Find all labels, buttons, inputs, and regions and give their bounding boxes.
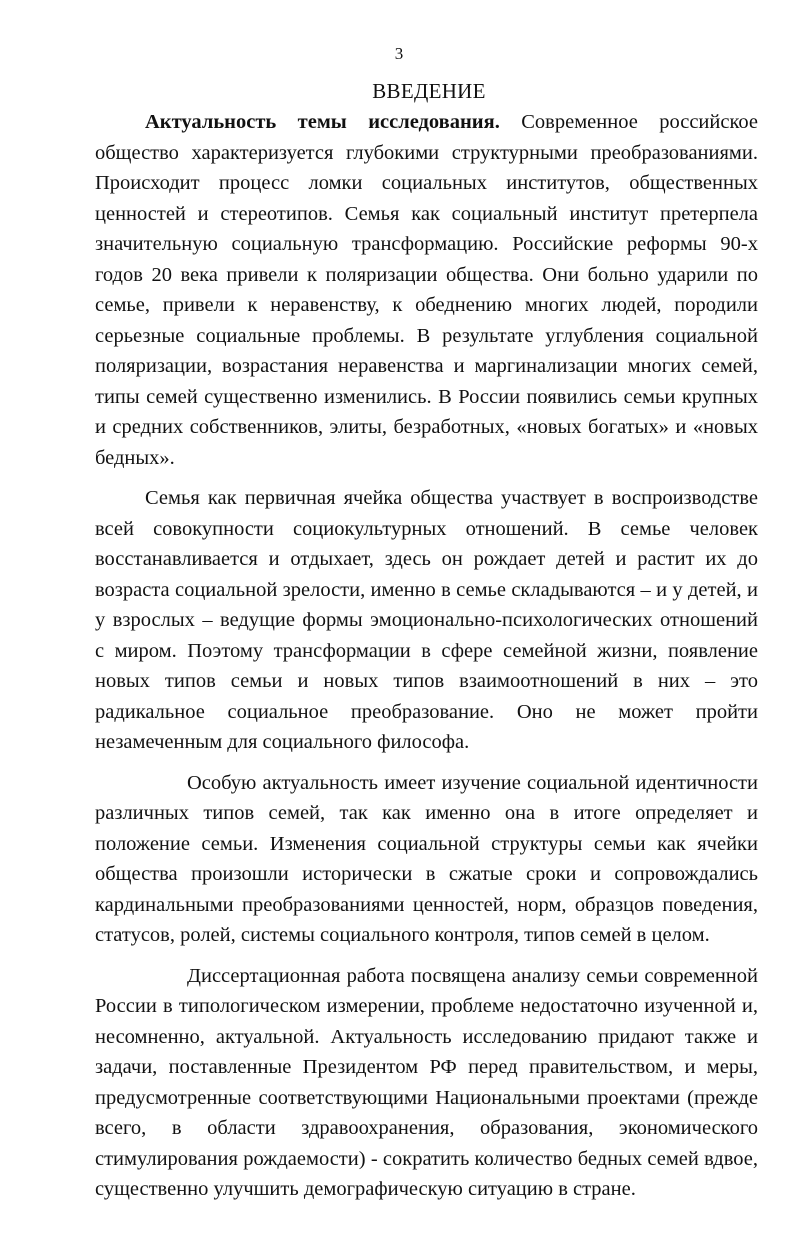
section-title: ВВЕДЕНИЕ — [372, 79, 486, 103]
paragraph-lead: Актуальность темы исследования. — [145, 111, 500, 133]
paragraph-family-cell — [95, 483, 758, 758]
paragraph-relevance — [95, 107, 758, 473]
paragraph-text: Диссертационная работа посвящена анализу семьи современной России в типологическом измерении, проблеме недостаточно изученной и, несомненно, актуальной. Актуальность исследованию придают также и задачи, поставленные Президентом РФ перед правительством, и меры, предусмотренные соответствующими Национальными проектами (прежде всего, в области здравоохранения, образования, экономического стимулирования рождаемости) - сократить количество бедных семей вдвое, существенно улучшить демографическую ситуацию в стране. — [95, 964, 758, 1200]
paragraph-text: Семья как первичная ячейка общества участвует в воспроизводстве всей совокупности социокультурных отношений. В семье человек восстанавливается и отдыхает, здесь он рождает детей и растит их до возраста социальной зрелости, именно в семье складываются – и у детей, и у взрослых – ведущие формы эмоционально-психологических отношений с миром. Поэтому трансформации в сфере семейной жизни, появление новых типов семьи и новых типов взаимоотношений в них – это радикальное социальное преобразование. Оно не может пройти незамеченным для социального философа. — [95, 487, 758, 753]
page-number: 3 — [394, 44, 404, 63]
paragraph-text: Особую актуальность имеет изучение социальной идентичности различных типов семей, так как именно она в итоге определяет и положение семьи. Изменения социальной структуры семьи как ячейки общества произошли исторически в сжатые сроки и сопровождались кардинальными преобразованиями ценностей, норм, образцов поведения, статусов, ролей, системы социального контроля, типов семей в целом. — [95, 771, 758, 946]
document-body — [95, 107, 758, 1205]
paragraph-identity — [95, 768, 758, 951]
paragraph-dissertation — [95, 961, 758, 1205]
paragraph-text: Современное российское общество характеризуется глубокими структурными преобразованиями. Происходит процесс ломки социальных институтов, общественных ценностей и стереотипов. Семья как социальный институт претерпела значительную социальную трансформацию. Российские реформы 90-х годов 20 века привели к поляризации общества. Они больно ударили по семье, привели к неравенству, к обеднению многих людей, породили серьезные социальные проблемы. В результате углубления социальной поляризации, возрастания неравенства и маргинализации многих семей, типы семей существенно изменились. В России появились семьи крупных и средних собственников, элиты, безработных, «новых богатых» и «новых бедных». — [95, 111, 758, 469]
